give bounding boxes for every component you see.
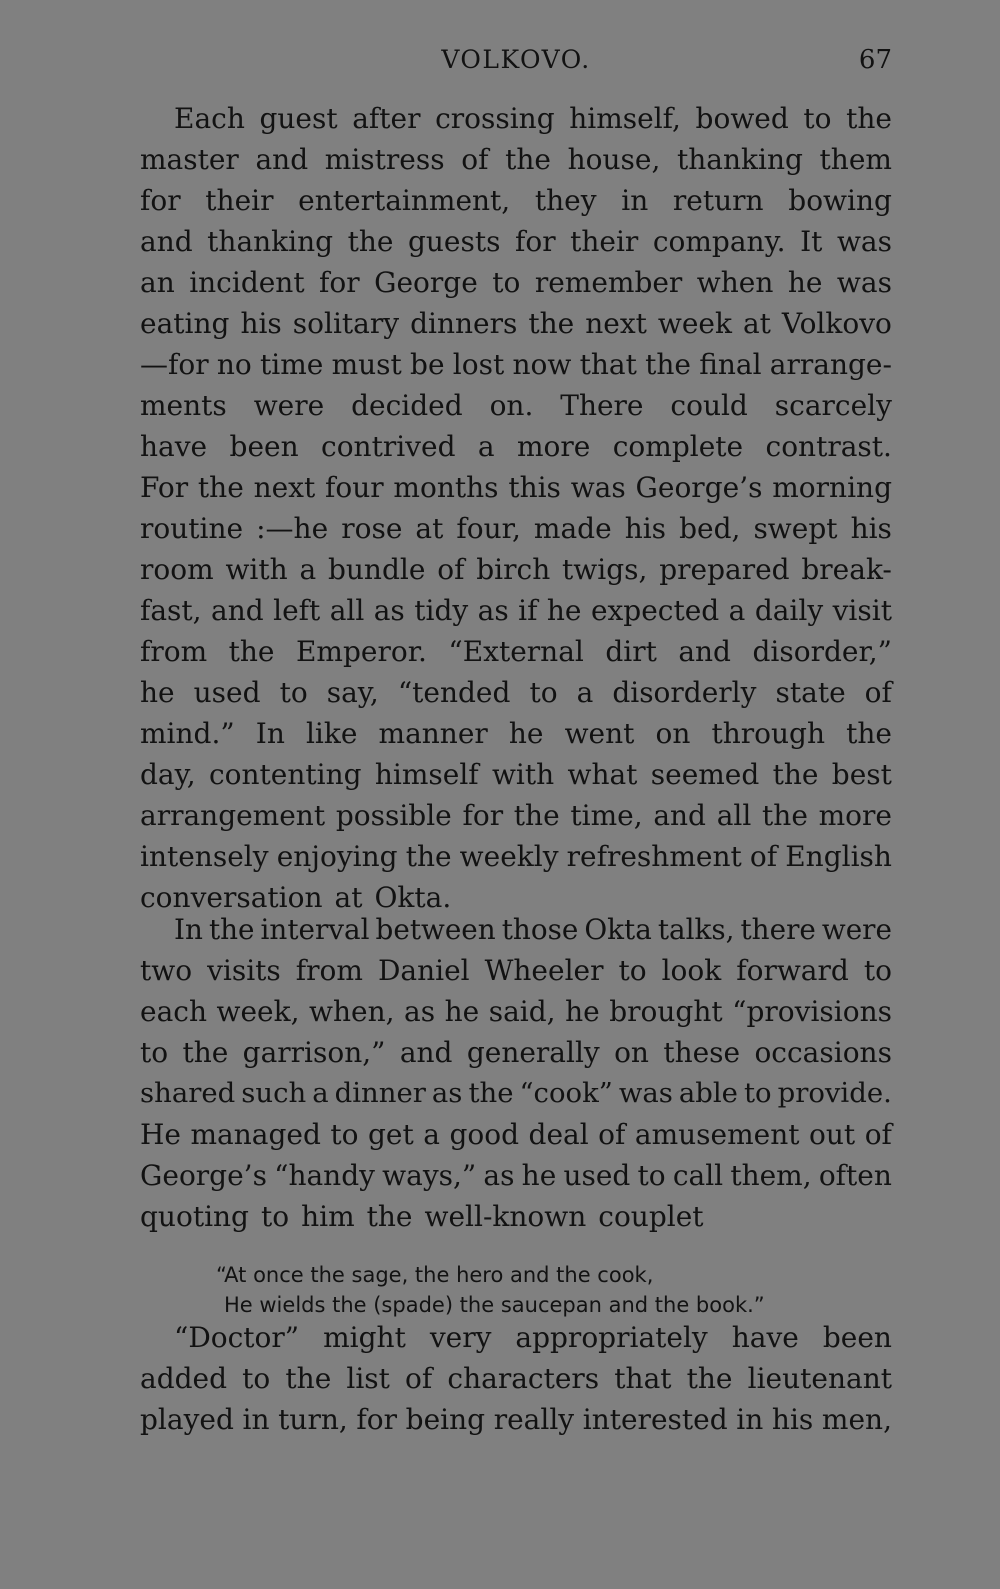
- text-line: added to the list of characters that the lieutenant: [140, 1362, 892, 1395]
- text-line: master and mistress of the house, thanking them: [140, 143, 892, 176]
- text-line: Each guest after crossing himself, bowed to the: [174, 102, 892, 135]
- text-line: He managed to get a good deal of amusement out of: [140, 1118, 892, 1151]
- text-line: to the garrison,” and generally on these occasions: [140, 1036, 892, 1069]
- text-line: room with a bundle of birch twigs, prepared break-: [140, 553, 892, 586]
- text-line: have been contrived a more complete contrast.: [140, 430, 892, 463]
- text-line: shared such a dinner as the “cook” was able to provide.: [140, 1077, 892, 1109]
- text-line: “Doctor” might very appropriately have been: [174, 1321, 892, 1354]
- page-number: 67: [858, 45, 892, 75]
- text-line: for their entertainment, they in return bowing: [140, 184, 892, 217]
- text-line: ments were decided on. There could scarcely: [140, 389, 892, 422]
- text-line: and thanking the guests for their company. It was: [140, 225, 892, 258]
- text-line: from the Emperor. “External dirt and disorder,”: [140, 635, 892, 668]
- text-line: quoting to him the well-known couplet: [140, 1200, 704, 1233]
- verse-line-2: He wields the (spade) the saucepan and the book.”: [224, 1293, 765, 1317]
- text-line: In the interval between those Okta talks, there were: [174, 913, 892, 946]
- verse-line-1: “At once the sage, the hero and the cook,: [216, 1263, 654, 1287]
- text-line: fast, and left all as tidy as if he expected a daily visit: [140, 594, 892, 627]
- paragraph-3: [140, 1317, 892, 1440]
- text-line: eating his solitary dinners the next week at Volkovo: [140, 307, 892, 340]
- running-head: [140, 40, 892, 80]
- text-line: intensely enjoying the weekly refreshment of English: [140, 840, 892, 873]
- text-line: played in turn, for being really interested in his men,: [140, 1403, 892, 1436]
- verse-quotation: [216, 1260, 864, 1320]
- text-line: day, contenting himself with what seemed the best: [140, 758, 892, 791]
- text-line: an incident for George to remember when he was: [140, 266, 892, 299]
- text-line: routine :—he rose at four, made his bed, swept his: [140, 512, 892, 545]
- text-line: each week, when, as he said, he brought “provisions: [140, 995, 892, 1028]
- paragraph-2: [140, 909, 892, 1237]
- text-line: two visits from Daniel Wheeler to look forward to: [140, 954, 892, 987]
- text-line: For the next four months this was George’s morning: [140, 471, 892, 504]
- text-line: conversation at Okta.: [140, 881, 452, 914]
- text-line: mind.” In like manner he went on through the: [140, 717, 892, 750]
- text-line: arrangement possible for the time, and all the more: [140, 799, 892, 832]
- text-line: —for no time must be lost now that the final arrange-: [140, 348, 892, 381]
- text-line: he used to say, “tended to a disorderly state of: [140, 676, 892, 709]
- text-line: George’s “handy ways,” as he used to call them, often: [140, 1159, 892, 1192]
- paragraph-1: [140, 98, 892, 918]
- chapter-title: VOLKOVO.: [441, 45, 591, 74]
